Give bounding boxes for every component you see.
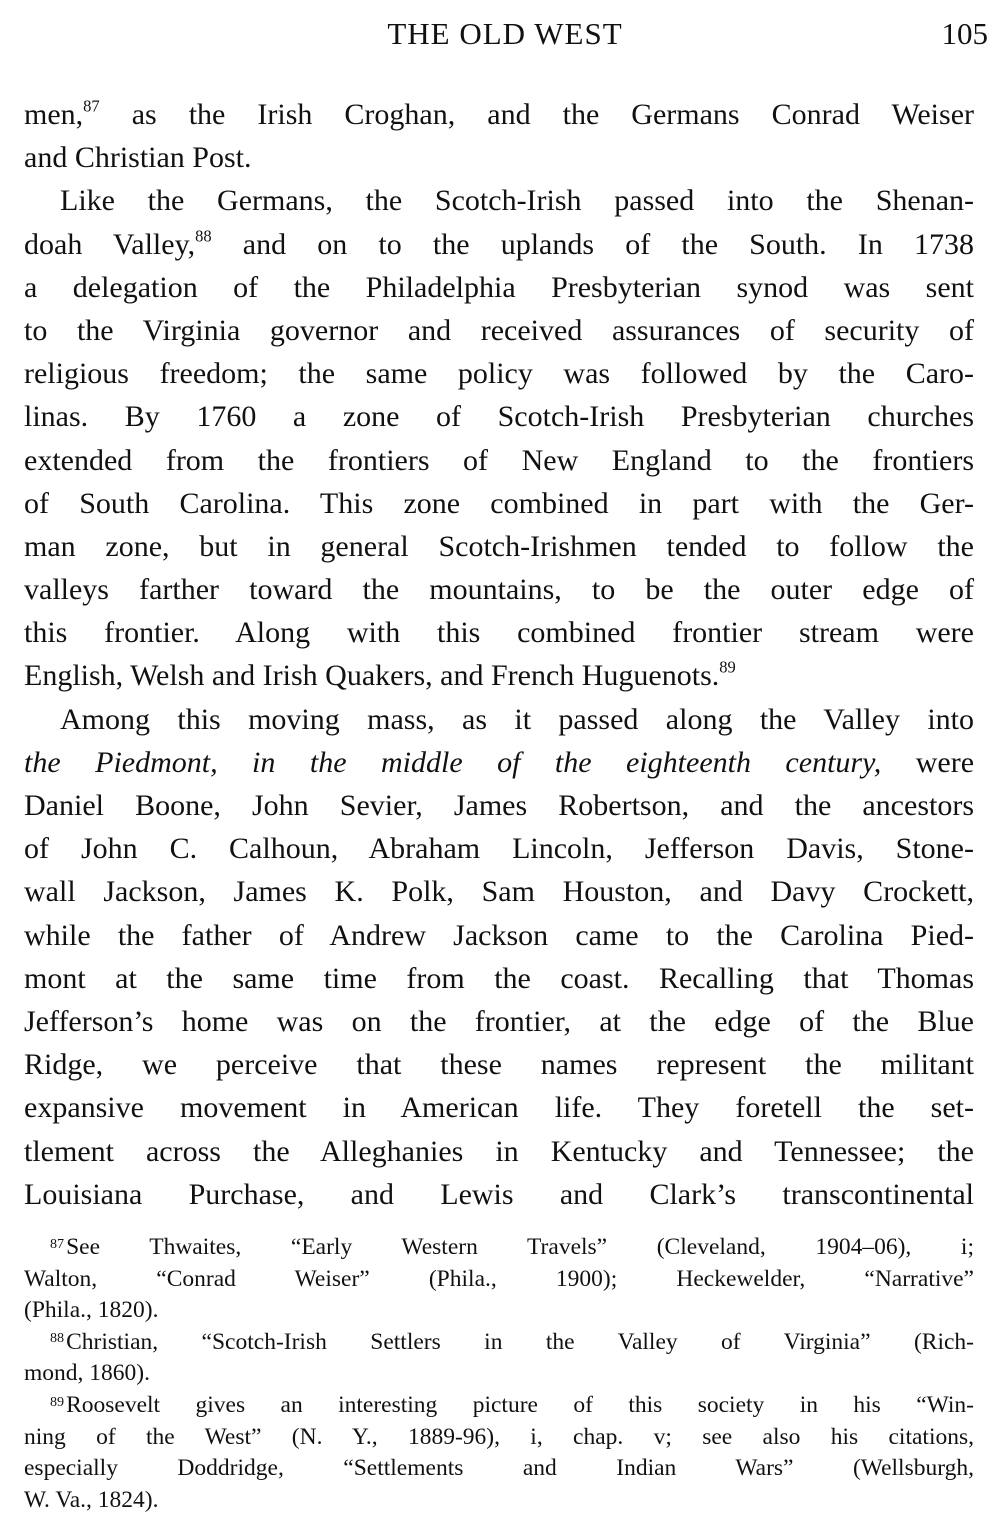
footnote-line bbox=[24, 1453, 974, 1485]
body-line bbox=[24, 914, 974, 957]
footnote-line bbox=[24, 1358, 974, 1390]
text-run: Daniel Boone, John Sevier, James Robertson, and the ancestors bbox=[24, 789, 974, 822]
text-run: valleys farther toward the mountains, to be the outer edge of bbox=[24, 573, 974, 607]
footnote-line bbox=[24, 1327, 974, 1359]
body-line bbox=[24, 525, 974, 568]
body-line bbox=[24, 1000, 974, 1043]
text-run: were bbox=[881, 745, 975, 779]
footnote-line bbox=[24, 1422, 974, 1454]
text-run: to the Virginia governor and received assurances of security of bbox=[24, 313, 974, 347]
text-run: of John C. Calhoun, Abraham Lincoln, Jefferson Davis, Stone- bbox=[24, 832, 974, 866]
footnote-number: 89 bbox=[50, 1393, 65, 1410]
text-run: Louisiana Purchase, and Lewis and Clark’s transcontinental bbox=[24, 1177, 974, 1211]
text-run: men, bbox=[24, 98, 84, 131]
text-run: especially Doddridge, “Settlements and Indian Wars” (Wellsburgh, bbox=[24, 1455, 974, 1482]
body-line bbox=[24, 1043, 974, 1086]
text-run: Like the Germans, the Scotch-Irish passed into the Shenan- bbox=[60, 184, 974, 218]
text-run: doah Valley, bbox=[24, 227, 196, 261]
body-line bbox=[24, 395, 974, 438]
text-run: and on to the uplands of the South. In 1738 bbox=[211, 227, 974, 261]
footnote-line bbox=[24, 1390, 974, 1422]
text-run: tlement across the Alleghanies in Kentucky and Tennessee; the bbox=[24, 1134, 974, 1168]
footnote-line bbox=[24, 1264, 974, 1296]
body-line bbox=[24, 741, 974, 784]
italic-text: the Piedmont, in the middle of the eighteenth century, bbox=[24, 745, 882, 779]
footnote-line bbox=[24, 1295, 974, 1327]
text-run: Walton, “Conrad Weiser” (Phila., 1900); Heckewelder, “Narrative” bbox=[24, 1265, 974, 1292]
text-run: this frontier. Along with this combined frontier stream were bbox=[24, 616, 974, 650]
body-line bbox=[24, 784, 974, 827]
footnote-line bbox=[24, 1232, 974, 1264]
text-run: (Phila., 1820). bbox=[24, 1297, 159, 1324]
body-line bbox=[24, 1086, 974, 1129]
text-run: while the father of Andrew Jackson came to the Carolina Pied- bbox=[24, 918, 974, 952]
text-run: and Christian Post. bbox=[24, 141, 252, 175]
text-run: a delegation of the Philadelphia Presbyterian synod was sent bbox=[24, 270, 974, 304]
body-line bbox=[24, 611, 974, 654]
text-run: Christian, “Scotch-Irish Settlers in the Valley of Virginia” (Rich- bbox=[66, 1328, 974, 1355]
running-head bbox=[22, 14, 988, 54]
text-run: linas. By 1760 a zone of Scotch-Irish Presbyterian churches bbox=[24, 400, 974, 434]
footnote-line bbox=[24, 1485, 974, 1517]
text-run: See Thwaites, “Early Western Travels” (Cleveland, 1904–06), i; bbox=[66, 1234, 974, 1260]
text-run: wall Jackson, James K. Polk, Sam Houston, and Davy Crockett, bbox=[24, 875, 974, 909]
body-line bbox=[24, 568, 974, 611]
body-line bbox=[24, 266, 974, 309]
body-line bbox=[24, 136, 974, 179]
text-run: ning of the West” (N. Y., 1889-96), i, chap. v; see also his citations, bbox=[24, 1423, 974, 1450]
text-run: English, Welsh and Irish Quakers, and French Huguenots. bbox=[24, 659, 720, 693]
footnote-number: 88 bbox=[50, 1330, 65, 1347]
body-line bbox=[24, 957, 974, 1000]
text-run: extended from the frontiers of New England to the frontiers bbox=[24, 443, 974, 477]
text-run: of South Carolina. This zone combined in part with the Ger- bbox=[24, 486, 974, 520]
body-line bbox=[24, 654, 974, 697]
footnote-reference: 88 bbox=[195, 226, 212, 246]
body-line bbox=[24, 352, 974, 395]
text-run: mond, 1860). bbox=[24, 1360, 150, 1387]
body-line bbox=[24, 482, 974, 525]
footnote-reference: 89 bbox=[719, 658, 736, 678]
footnotes bbox=[24, 1232, 974, 1516]
text-run: as the Irish Croghan, and the Germans Conrad Weiser bbox=[99, 98, 974, 131]
text-run: Jefferson’s home was on the frontier, at the edge of the Blue bbox=[24, 1004, 974, 1038]
text-run: Roosevelt gives an interesting picture of this society in his “Win- bbox=[66, 1391, 974, 1418]
body-line bbox=[24, 870, 974, 913]
footnote-number: 87 bbox=[50, 1235, 65, 1252]
body-line bbox=[24, 1173, 974, 1216]
body-line bbox=[24, 1130, 974, 1173]
running-title: THE OLD WEST bbox=[387, 16, 623, 51]
text-run: religious freedom; the same policy was followed by the Caro- bbox=[24, 357, 974, 391]
text-run: mont at the same time from the coast. Recalling that Thomas bbox=[24, 961, 974, 995]
text-run: man zone, but in general Scotch-Irishmen tended to follow the bbox=[24, 529, 974, 563]
body-line bbox=[24, 223, 974, 266]
body-line bbox=[24, 698, 974, 741]
footnote-reference: 87 bbox=[83, 96, 100, 116]
text-run: expansive movement in American life. They foretell the set- bbox=[24, 1091, 974, 1125]
text-run: Among this moving mass, as it passed along the Valley into bbox=[60, 702, 974, 736]
body-line bbox=[24, 179, 974, 222]
text-run: Ridge, we perceive that these names represent the militant bbox=[24, 1048, 974, 1082]
text-run: W. Va., 1824). bbox=[24, 1486, 159, 1513]
body-line bbox=[24, 93, 974, 136]
body-line bbox=[24, 309, 974, 352]
body-line bbox=[24, 827, 974, 870]
body-line bbox=[24, 439, 974, 482]
page-number: 105 bbox=[941, 16, 988, 51]
body-text bbox=[24, 93, 974, 1216]
